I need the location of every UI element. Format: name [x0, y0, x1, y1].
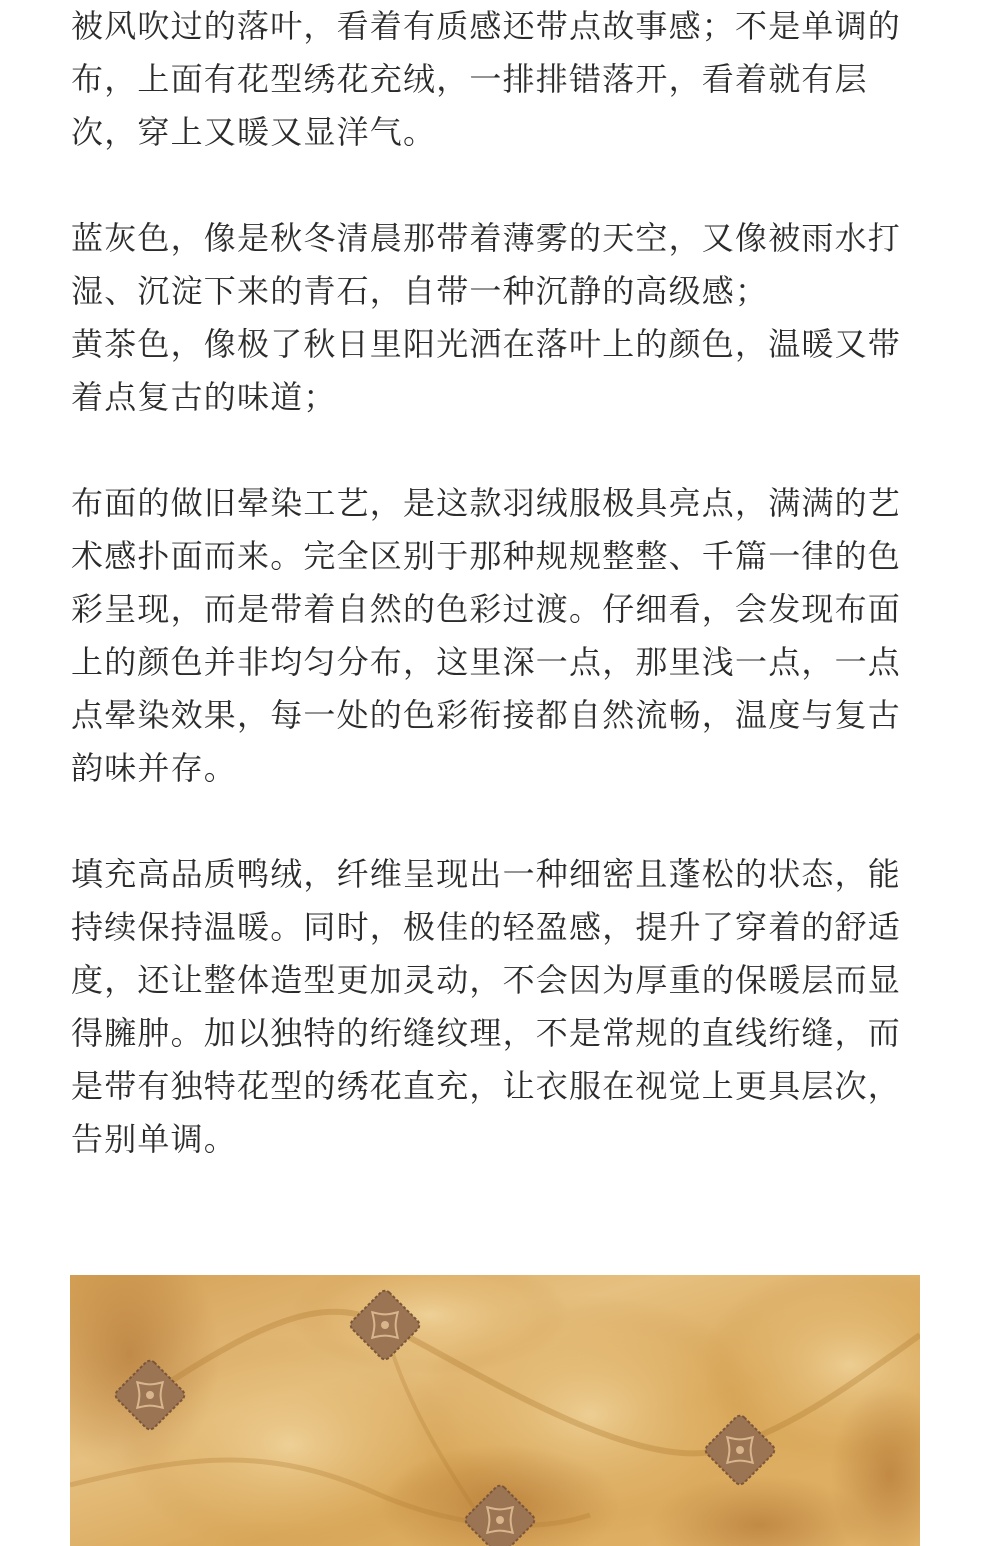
text-line: 次，穿上又暖又显洋气。 — [71, 113, 437, 151]
text-line: 告别单调。 — [71, 1120, 238, 1158]
paragraph-fabric-texture — [71, 0, 921, 159]
text-line: 术感扑面而来。完全区别于那种规规整整、千篇一律的色 — [71, 537, 902, 575]
text-line: 黄茶色，像极了秋日里阳光洒在落叶上的颜色，温暖又带 — [71, 325, 902, 363]
fabric-photo — [70, 1275, 920, 1546]
text-line: 韵味并存。 — [71, 749, 238, 787]
text-line: 布，上面有花型绣花充绒，一排排错落开，看着就有层 — [71, 60, 868, 98]
text-line: 蓝灰色，像是秋冬清晨那带着薄雾的天空，又像被雨水打 — [71, 219, 902, 257]
text-line: 上的颜色并非均匀分布，这里深一点，那里浅一点，一点 — [71, 643, 902, 681]
article-body — [71, 0, 921, 1166]
text-line: 布面的做旧晕染工艺，是这款羽绒服极具亮点，满满的艺 — [71, 484, 902, 522]
paragraph-dye-process — [71, 477, 921, 795]
paragraph-colors — [71, 212, 921, 424]
text-line: 着点复古的味道； — [71, 378, 337, 416]
text-line: 度，还让整体造型更加灵动，不会因为厚重的保暖层而显 — [71, 961, 902, 999]
text-line: 持续保持温暖。同时，极佳的轻盈感，提升了穿着的舒适 — [71, 908, 902, 946]
text-line: 得臃肿。加以独特的绗缝纹理，不是常规的直线绗缝，而 — [71, 1014, 902, 1052]
text-line: 是带有独特花型的绣花直充，让衣服在视觉上更具层次， — [71, 1067, 902, 1105]
paragraph-down-filling — [71, 848, 921, 1166]
text-line: 湿、沉淀下来的青石，自带一种沉静的高级感； — [71, 272, 769, 310]
text-line: 点晕染效果，每一处的色彩衔接都自然流畅，温度与复古 — [71, 696, 902, 734]
text-line: 填充高品质鸭绒，纤维呈现出一种细密且蓬松的状态，能 — [71, 855, 902, 893]
text-line: 被风吹过的落叶，看着有质感还带点故事感；不是单调的 — [71, 7, 902, 45]
text-line: 彩呈现，而是带着自然的色彩过渡。仔细看，会发现布面 — [71, 590, 902, 628]
